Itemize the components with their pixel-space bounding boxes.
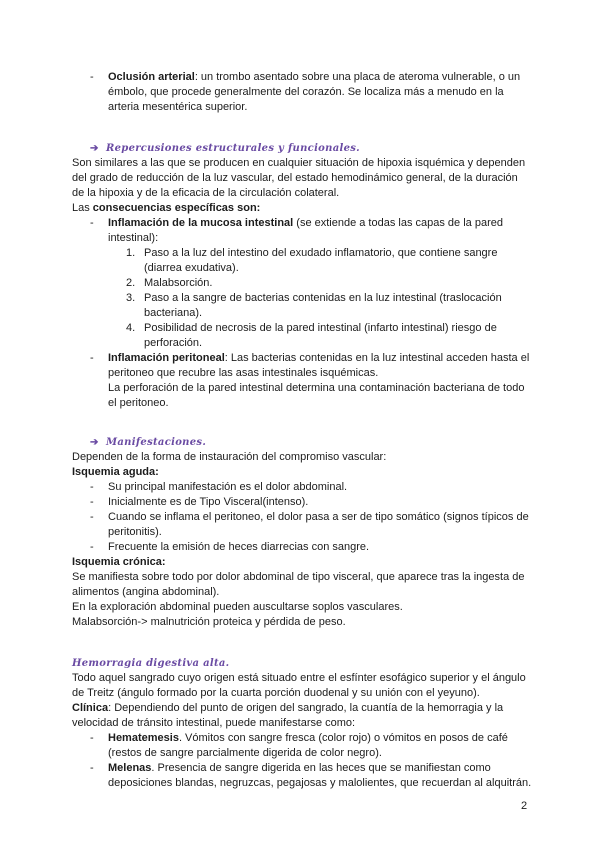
isquemia-aguda-title: Isquemia aguda: bbox=[72, 466, 159, 478]
list-item: - Frecuente la emisión de heces diarrecias con sangre. bbox=[90, 541, 370, 553]
list-item: 1. Paso a la luz del intestino del exudado inflamatorio, que contiene sangre (diarrea exudativa). bbox=[126, 247, 498, 274]
bullet-hematemesis: - Hematemesis. Vómitos con sangre fresca (color rojo) o vómitos en posos de café (restos de sangre parcialmente digerida de color negro). bbox=[90, 732, 508, 759]
repercusiones-intro: Son similares a las que se producen en cualquier situación de hipoxia isquémica y dependen del grado de reducción de la luz vascular, del estado hemodinámico general, de la duración de la hipoxia y de la eficacia de la circulación colateral. bbox=[72, 157, 526, 199]
arrow-icon: ➔ bbox=[90, 143, 99, 154]
list-item: - Cuando se inflama el peritoneo, el dolor pasa a ser de tipo somático (signos típicos de peritonitis). bbox=[90, 511, 529, 538]
dash-marker: - bbox=[90, 732, 94, 744]
bullet-oclusion bbox=[72, 70, 532, 115]
dash-marker: - bbox=[90, 496, 94, 508]
cronica-paragraph-3: Malabsorción-> malnutrición proteica y pérdida de peso. bbox=[72, 616, 346, 628]
isquemia-cronica-title: Isquemia crónica: bbox=[72, 556, 166, 568]
list-item: 2. Malabsorción. bbox=[126, 277, 213, 289]
repercusiones-heading: ➔ Repercusiones estructurales y funcionales. bbox=[90, 143, 360, 154]
dash-marker: - bbox=[90, 541, 94, 553]
list-item: - Inicialmente es de Tipo Visceral(intenso). bbox=[90, 496, 309, 508]
bullet-inflamacion-peritoneal: - Inflamación peritoneal: Las bacterias contenidas en la luz intestinal acceden hasta el peritoneo que recubre las asas intestinales isquémicas. bbox=[90, 352, 530, 379]
peritoneal-extra: La perforación de la pared intestinal determina una contaminación bacteriana de todo el peritoneo. bbox=[108, 382, 525, 409]
page-number: 2 bbox=[521, 800, 528, 812]
dash-marker: - bbox=[90, 71, 94, 83]
bullet-melenas: - Melenas. Presencia de sangre digerida en las heces que se manifiestan como deposiciones blandas, negruzcas, pegajosas y malolientes, que recuerdan al alquitrán. bbox=[90, 762, 532, 789]
dash-marker: - bbox=[90, 481, 94, 493]
consecuencias-list bbox=[72, 246, 532, 351]
clinica-paragraph: Clínica: Dependiendo del punto de origen del sangrado, la cuantía de la hemorragia y la velocidad de tránsito intestinal, puede manifestarse como: bbox=[72, 702, 504, 729]
dash-marker: - bbox=[90, 217, 94, 229]
oclusion-label: Oclusión arterial bbox=[108, 71, 195, 83]
hemorragia-intro: Todo aquel sangrado cuyo origen está situado entre el esfínter esofágico superior y el ángulo de Treitz (ángulo formado por la cuarta porción duodenal y su unión con el yeyuno). bbox=[72, 672, 526, 699]
list-item: - Su principal manifestación es el dolor abdominal. bbox=[90, 481, 348, 493]
document-body bbox=[72, 70, 532, 791]
list-item: 4. Posibilidad de necrosis de la pared intestinal (infarto intestinal) riesgo de perforación. bbox=[126, 322, 497, 349]
dash-marker: - bbox=[90, 511, 94, 523]
cronica-paragraph-2: En la exploración abdominal pueden auscultarse soplos vasculares. bbox=[72, 601, 403, 613]
hemorragia-heading: Hemorragia digestiva alta. bbox=[72, 658, 230, 669]
dash-marker: - bbox=[90, 762, 94, 774]
dash-marker: - bbox=[90, 352, 94, 364]
oclusion-text: : un trombo asentado sobre una placa de ateroma vulnerable, o un émbolo, que procede generalmente del corazón. Se localiza más a menudo en la arteria mesentérica superior. bbox=[108, 71, 521, 113]
cronica-paragraph-1: Se manifiesta sobre todo por dolor abdominal de tipo visceral, que aparece tras la ingesta de alimentos (angina abdominal). bbox=[72, 571, 525, 598]
arrow-icon: ➔ bbox=[90, 437, 99, 448]
consecuencias-line: Las consecuencias específicas son: bbox=[72, 202, 261, 214]
manifestaciones-intro: Dependen de la forma de instauración del compromiso vascular: bbox=[72, 451, 387, 463]
list-item: 3. Paso a la sangre de bacterias contenidas en la luz intestinal (traslocación bacteriana). bbox=[126, 292, 502, 319]
bullet-inflamacion-mucosa: - Inflamación de la mucosa intestinal (se extiende a todas las capas de la pared intestinal): bbox=[90, 217, 503, 244]
manifestaciones-heading: ➔ Manifestaciones. bbox=[90, 437, 207, 448]
